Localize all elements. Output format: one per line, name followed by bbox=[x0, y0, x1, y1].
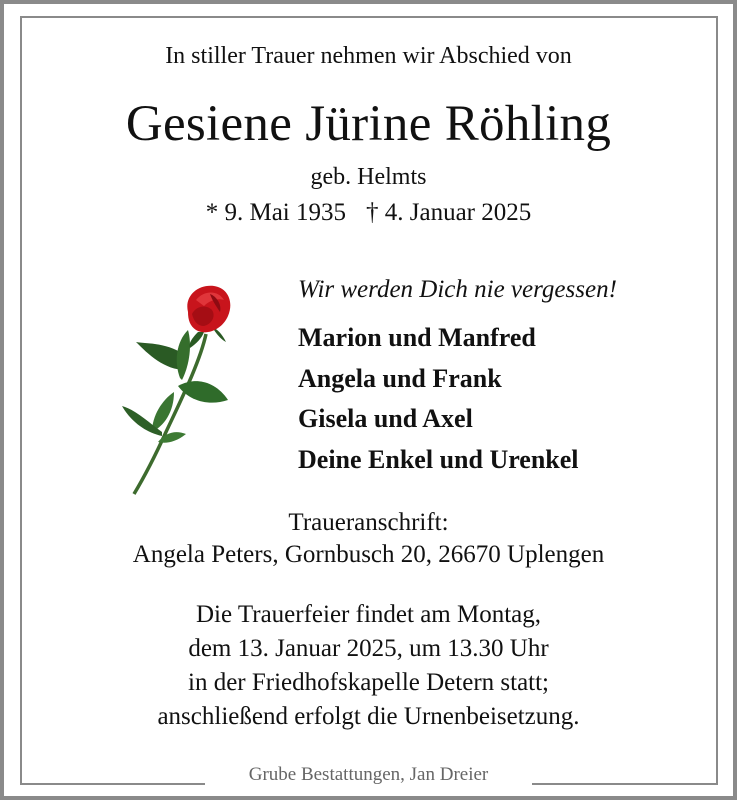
mourners-list bbox=[298, 318, 579, 480]
service-line: dem 13. Januar 2025, um 13.30 Uhr bbox=[188, 635, 549, 662]
mourner-name: Gisela und Axel bbox=[298, 404, 473, 433]
mourner-name: Angela und Frank bbox=[298, 363, 502, 393]
deceased-name: Gesiene Jürine Röhling bbox=[125, 96, 612, 152]
mourner-name: Deine Enkel und Urenkel bbox=[298, 444, 579, 474]
service-line: anschließend erfolgt die Urnenbeisetzung. bbox=[157, 703, 580, 730]
service-line: in der Friedhofskapelle Detern statt; bbox=[188, 669, 549, 696]
service-line: Die Trauerfeier findet am Montag, bbox=[195, 601, 542, 628]
service-details bbox=[0, 598, 737, 734]
intro-text: In stiller Trauer nehmen wir Abschied von bbox=[165, 43, 572, 69]
memorial-quote: Wir werden Dich nie vergessen! bbox=[298, 276, 617, 303]
life-dates bbox=[0, 199, 737, 227]
maiden-name: geb. Helmts bbox=[310, 164, 427, 190]
funeral-home-credit: Grube Bestattungen, Jan Dreier bbox=[205, 762, 532, 788]
mourner-name: Marion und Manfred bbox=[298, 323, 536, 352]
birth-date: * 9. Mai 1935 bbox=[205, 199, 347, 226]
mourning-address: Angela Peters, Gornbusch 20, 26670 Uplengen bbox=[132, 541, 605, 568]
red-rose-icon bbox=[118, 282, 233, 497]
death-date: † 4. Januar 2025 bbox=[366, 199, 532, 226]
address-label: Traueranschrift: bbox=[288, 509, 449, 536]
